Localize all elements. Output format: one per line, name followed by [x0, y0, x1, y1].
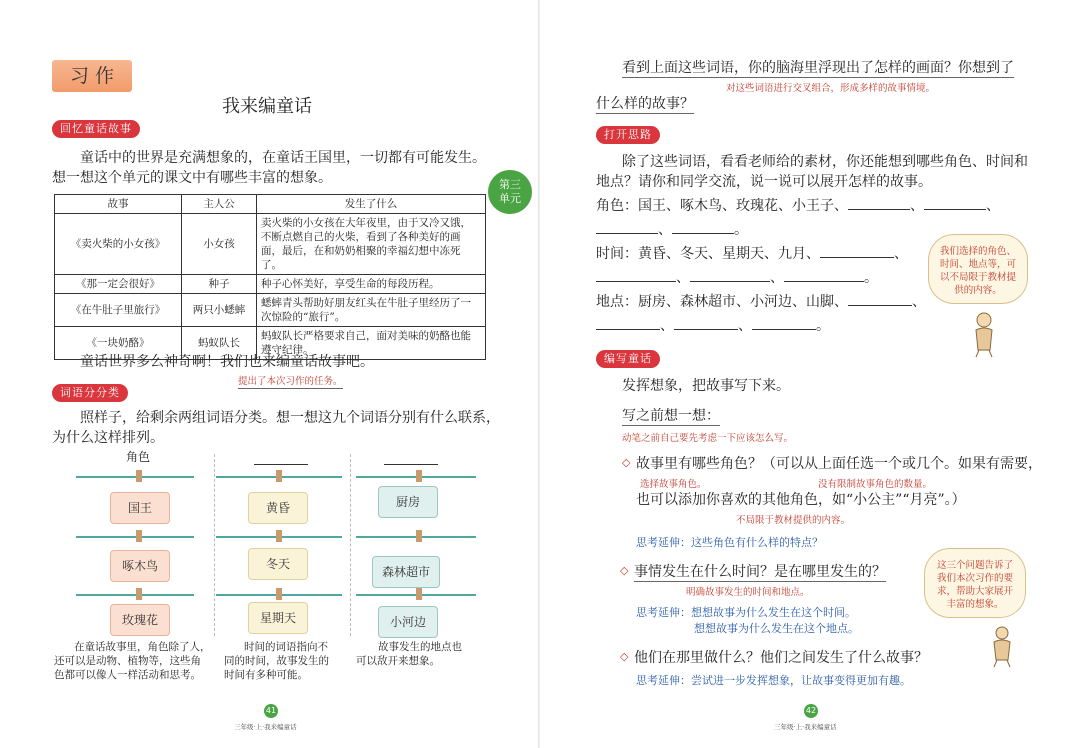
place-label: 地点：厨房、森林超市、小河边、山脚、 — [596, 294, 848, 310]
unit-label-line: 单元 — [499, 192, 521, 205]
caption-line: 同的时间，故事发生的 — [224, 655, 329, 667]
diamond-bullet-icon: ◇ — [620, 650, 629, 663]
blank-line — [820, 257, 894, 258]
event-cell: 蚂蚁队长严格要求自己，面对美味的奶酪也能遵守纪律。 — [257, 327, 486, 360]
question-text: 什么样的故事？ — [596, 96, 694, 112]
table-header-cell: 发生了什么 — [257, 195, 486, 214]
hero-cell: 蚂蚁队长 — [182, 327, 257, 360]
caption-line: 可以敌开来想象。 — [356, 655, 440, 667]
write-prompt: 发挥想象，把故事写下来。 — [622, 378, 790, 394]
classify-line-1: 照样子，给剩余两组词语分类。想一想这九个词语分别有什么联系， — [80, 410, 500, 426]
blank-line — [752, 329, 816, 330]
caption-line: 时间的词语指向不 — [244, 641, 328, 653]
table-header — [55, 195, 486, 214]
word-card: 啄木鸟 — [110, 550, 170, 582]
blank-line — [784, 281, 864, 282]
roles-row: 角色：国王、啄木鸟、玫瑰花、小王子、 、 、 — [596, 198, 1000, 214]
table-row — [55, 214, 486, 275]
bullet-roles-note-b: 没有限制故事角色的数量。 — [818, 479, 933, 490]
bullet-roles-line-2: 也可以添加你喜欢的其他角色，如“小公主”“月亮”。） — [636, 492, 966, 508]
caption-place — [356, 640, 462, 668]
intro-line-2: 想一想这个单元的课文中有哪些丰富的想象。 — [52, 170, 332, 186]
think-title-text: 写之前想一想： — [622, 408, 720, 424]
word-card: 小河边 — [378, 606, 438, 638]
page-number: 41 — [264, 704, 278, 718]
page-footer: 三年级·上·我来编童话 — [774, 723, 837, 731]
event-cell: 卖火柴的小女孩在大年夜里，由于又冷又饿，不断点燃自己的火柴，看到了各种美好的画面，最后，在和奶奶相聚的幸福幻想中冻死了。 — [257, 214, 486, 275]
clothespin — [276, 470, 282, 482]
caption-line: 在童话故事里，角色除了人， — [74, 641, 211, 653]
word-card: 黄昏 — [248, 492, 308, 524]
diamond-bullet-icon: ◇ — [622, 456, 631, 469]
clothesline — [76, 536, 194, 538]
time-row: 时间：黄昏、冬天、星期天、九月、 、 — [596, 246, 908, 262]
time-label: 时间：黄昏、冬天、星期天、九月、 — [596, 246, 820, 262]
story-table — [54, 194, 486, 360]
bullet-time-line — [634, 562, 886, 582]
combination-note: 对这些词语进行交叉组合，形成多样的故事情境。 — [726, 83, 936, 94]
blank-column-title — [384, 464, 438, 465]
story-cell: 《卖火柴的小女孩》 — [55, 214, 182, 275]
clothespin — [416, 470, 422, 482]
word-card: 星期天 — [248, 602, 308, 634]
place-row: 地点：厨房、森林超市、小河边、山脚、 、 — [596, 294, 926, 310]
roles-row-2: 、 。 — [596, 220, 748, 240]
event-cell: 蟋蟀青头帮助好朋友红头在牛肚子里经历了一次惊险的“旅行”。 — [257, 294, 486, 327]
diamond-bullet-icon: ◇ — [620, 564, 629, 577]
blank-column-title — [254, 464, 308, 465]
cartoon-character-icon — [964, 310, 1004, 358]
open-ideas-tag: 打开思路 — [596, 126, 660, 144]
lesson-title: 我来编童话 — [222, 96, 312, 117]
table-header-cell: 主人公 — [182, 195, 257, 214]
blank-line — [924, 209, 986, 210]
clothespin — [136, 588, 142, 600]
clothespin — [416, 530, 422, 542]
blank-line — [674, 329, 738, 330]
ideas-line-2: 地点？请你和同学交流，说一说可以展开怎样的故事。 — [596, 174, 932, 190]
fairy-tale-prompt: 童话世界多么神奇啊！我们也来编童话故事吧。 — [80, 354, 374, 370]
bullet-roles-note-a: 选择故事角色。 — [640, 479, 707, 490]
blank-line — [596, 233, 658, 234]
page-number: 42 — [804, 704, 818, 718]
bullet-time-note: 明确故事发生的时间和地点。 — [686, 587, 810, 598]
clothespin — [276, 530, 282, 542]
tip-bubble-requirements: 这三个问题告诉了我们本次习作的要求，帮助大家展开丰富的想象。 — [924, 548, 1026, 618]
classify-tag: 词语分分类 — [52, 384, 128, 402]
recall-tag: 回忆童话故事 — [52, 120, 140, 138]
section-title: 习 作 — [52, 60, 132, 92]
question-line-1 — [622, 58, 1014, 78]
roles-label: 角色：国王、啄木鸟、玫瑰花、小王子、 — [596, 198, 848, 214]
clothesline — [76, 594, 194, 596]
word-card: 冬天 — [248, 548, 308, 580]
unit-label-line: 第三 — [499, 178, 521, 191]
extension-1: 思考延伸：这些角色有什么样的特点？ — [636, 536, 823, 549]
right-page — [540, 0, 1080, 748]
hero-cell: 种子 — [182, 275, 257, 294]
time-row-2: 、 、 。 — [596, 268, 878, 288]
story-cell: 《一块奶酪》 — [55, 327, 182, 360]
clothespin — [276, 588, 282, 600]
caption-line: 色都可以像人一样活动和思考。 — [54, 669, 201, 681]
place-row-2: 、 、 。 — [596, 316, 830, 336]
clothesline — [76, 476, 194, 478]
bullet-story-line: 他们在那里做什么？他们之间发生了什么故事？ — [634, 650, 928, 666]
blank-line — [596, 329, 660, 330]
caption-line: 时间有多种可能。 — [224, 669, 308, 681]
think-note: 动笔之前自己要先考虑一下应该怎么写。 — [622, 433, 794, 444]
bullet-roles-note-c: 不局限于教材提供的内容。 — [736, 515, 851, 526]
bullet-time-text: 事情发生在什么时间？是在哪里发生的？ — [634, 564, 886, 580]
unit-badge-left — [488, 170, 532, 214]
caption-line: 故事发生的地点也 — [378, 641, 462, 653]
question-line-2 — [596, 94, 694, 114]
table-header-cell: 故事 — [55, 195, 182, 214]
column-divider — [214, 454, 215, 636]
write-tag: 编写童话 — [596, 350, 660, 368]
cartoon-character-icon — [984, 624, 1020, 668]
caption-line: 还可以是动物、植物等，这些角 — [54, 655, 201, 667]
intro-line-1: 童话中的世界是充满想象的，在童话王国里，一切都有可能发生。 — [80, 150, 486, 166]
blank-line — [690, 281, 770, 282]
extension-2a: 思考延伸：想想故事为什么发生在这个时间。 — [636, 606, 856, 619]
clothespin — [136, 530, 142, 542]
hero-cell: 两只小蟋蟀 — [182, 294, 257, 327]
hero-cell: 小女孩 — [182, 214, 257, 275]
extension-2b: 想想故事为什么发生在这个地点。 — [694, 622, 859, 635]
column-title-roles: 角色 — [126, 450, 151, 464]
word-card: 国王 — [110, 492, 170, 524]
column-divider — [350, 454, 351, 636]
think-title — [622, 406, 720, 426]
caption-time — [224, 640, 329, 682]
word-card: 玫瑰花 — [110, 604, 170, 636]
event-cell: 种子心怀美好，享受生命的每段历程。 — [257, 275, 486, 294]
word-card: 森林超市 — [372, 556, 440, 588]
ideas-line-1: 除了这些词语，看看老师给的素材，你还能想到哪些角色、时间和 — [622, 154, 1028, 170]
classify-line-2: 为什么这样排列。 — [52, 430, 164, 446]
story-cell: 《那一定会很好》 — [55, 275, 182, 294]
caption-roles — [54, 640, 211, 682]
clothespin — [416, 588, 422, 600]
page-footer: 三年级·上·我来编童话 — [234, 723, 297, 731]
blank-line — [672, 233, 734, 234]
story-cell: 《在牛肚子里旅行》 — [55, 294, 182, 327]
table-row — [55, 294, 486, 327]
extension-3: 思考延伸：尝试进一步发挥想象，让故事变得更加有趣。 — [636, 674, 911, 687]
blank-line — [848, 305, 912, 306]
clothespin — [136, 470, 142, 482]
blank-line — [848, 209, 910, 210]
blank-line — [596, 281, 676, 282]
task-note: 提出了本次习作的任务。 — [238, 373, 343, 389]
table-row — [55, 275, 486, 294]
tip-bubble-materials: 我们选择的角色、时间、地点等，可以不局限于教材提供的内容。 — [928, 234, 1028, 304]
word-card: 厨房 — [378, 486, 438, 518]
question-text: 看到上面这些词语，你的脑海里浮现出了怎样的画面？你想到了 — [622, 60, 1014, 76]
bullet-roles-line-1: 故事里有哪些角色？（可以从上面任选一个或几个。如果有需要， — [636, 456, 1042, 472]
word-illustration — [66, 448, 490, 636]
